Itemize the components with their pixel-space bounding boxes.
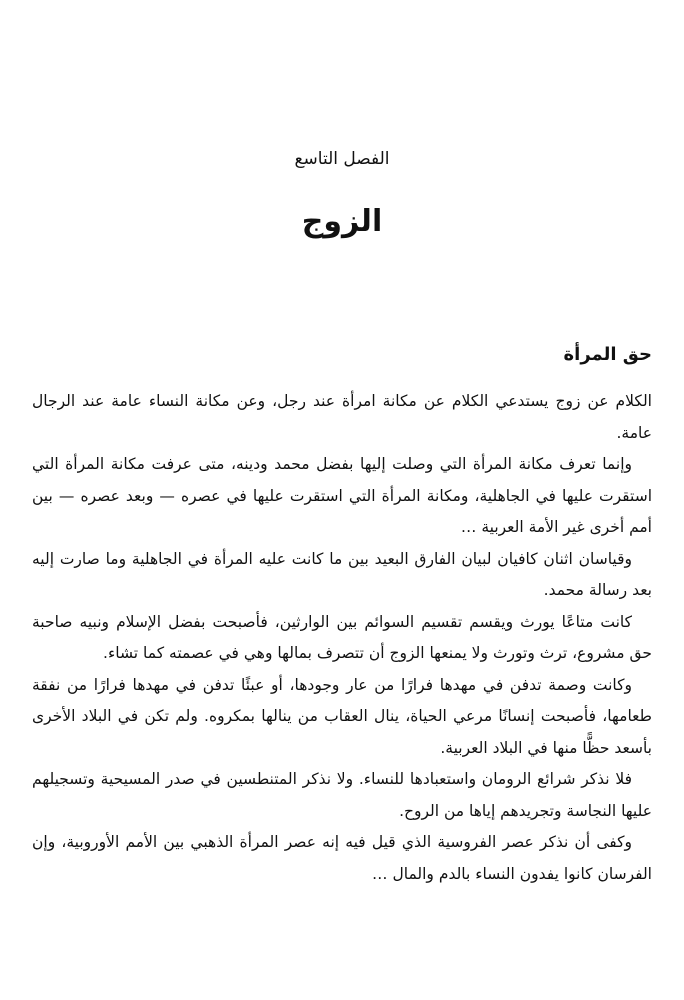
paragraph: وكفى أن نذكر عصر الفروسية الذي قيل فيه إنه عصر المرأة الذهبي بين الأمم الأوروبية، وإن الفرسان كانوا يفدون النساء بالدم والمال …: [32, 833, 652, 883]
paragraph: وكانت وصمة تدفن في مهدها فرارًا من عار وجودها، أو عبئًا تدفن في مهدها فرارًا من نفقة طعامها، فأصبحت إنسانًا مرعي الحياة، ينال العقاب من ينالها بمكروه. ولم تكن في البلاد الأخرى بأسعد حظًّا منها في البلاد العربية.: [32, 675, 652, 757]
chapter-title: الزوج: [301, 204, 383, 239]
section-heading: حق المرأة: [563, 344, 652, 365]
paragraph: الكلام عن زوج يستدعي الكلام عن مكانة امرأة عند رجل، وعن مكانة النساء عامة عند الرجال عامة.: [32, 392, 652, 442]
paragraph: وقياسان اثنان كافيان لبيان الفارق البعيد بين ما كانت عليه المرأة في الجاهلية وما صارت إليه بعد رسالة محمد.: [32, 549, 652, 599]
paragraph: فلا نذكر شرائع الرومان واستعبادها للنساء. ولا نذكر المتنطسين في صدر المسيحية وتسجيلهم عليها النجاسة وتجريدهم إياها من الروح.: [32, 770, 652, 820]
chapter-label: الفصل التاسع: [294, 149, 390, 169]
paragraph: وإنما تعرف مكانة المرأة التي وصلت إليها بفضل محمد ودينه، متى عرفت مكانة المرأة التي استقرت عليها في الجاهلية، ومكانة المرأة التي استقرت عليها في عصره — وبعد عصره — بين أمم أخرى غير الأمة العربية …: [32, 455, 652, 536]
body-text: [32, 386, 652, 890]
paragraph: كانت متاعًا يورث ويقسم تقسيم السوائم بين الوارثين، فأصبحت بفضل الإسلام ونبيه صاحبة حق مشروع، ترث وتورث ولا يمنعها الزوج أن تتصرف بمالها وهي في عصمته كما تشاء.: [32, 612, 652, 662]
